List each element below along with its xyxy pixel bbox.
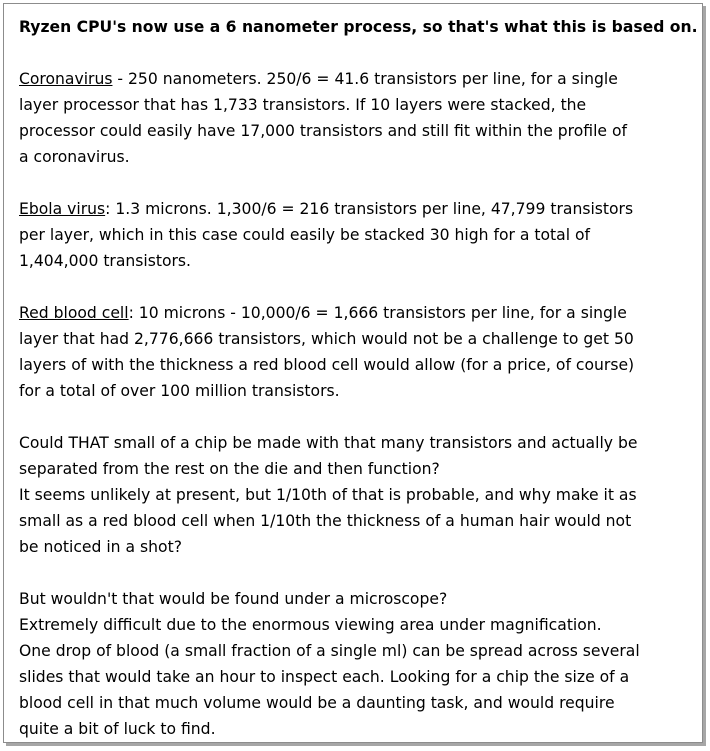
- coronavirus-line-2: layer processor that has 1,733 transistors. If 10 layers were stacked, the: [19, 96, 587, 114]
- text-box: [3, 3, 703, 743]
- ebola-line-3: 1,404,000 transistors.: [19, 252, 192, 270]
- rbc-line-2: layer that had 2,776,666 transistors, which would not be a challenge to get 50: [19, 330, 634, 348]
- ebola-text-1: : 1.3 microns. 1,300/6 = 216 transistors per line, 47,799 transistors: [105, 200, 634, 218]
- spacer: [19, 404, 691, 430]
- microscope-line-4: slides that would take an hour to inspect each. Looking for a chip the size of a: [19, 668, 630, 686]
- document-body: [19, 14, 698, 742]
- question-line-3: It seems unlikely at present, but 1/10th of that is probable, and why make it as: [19, 486, 637, 504]
- ebola-line-1: [19, 196, 691, 222]
- spacer: [19, 170, 691, 196]
- rbc-label: Red blood cell: [19, 304, 129, 322]
- spacer: [19, 274, 691, 300]
- spacer: [19, 40, 691, 66]
- question-line-4: small as a red blood cell when 1/10th the thickness of a human hair would not: [19, 512, 632, 530]
- ebola-line-2: per layer, which in this case could easily be stacked 30 high for a total of: [19, 226, 591, 244]
- rbc-line-4: for a total of over 100 million transistors.: [19, 382, 340, 400]
- microscope-line-5: blood cell in that much volume would be a daunting task, and would require: [19, 694, 615, 712]
- coronavirus-line-1: [19, 66, 691, 92]
- coronavirus-text-1: - 250 nanometers. 250/6 = 41.6 transistors per line, for a single: [112, 70, 618, 88]
- question-line-5: be noticed in a shot?: [19, 538, 182, 556]
- coronavirus-line-4: a coronavirus.: [19, 148, 130, 166]
- spacer: [19, 560, 691, 586]
- question-line-1: Could THAT small of a chip be made with that many transistors and actually be: [19, 434, 638, 452]
- rbc-text-1: : 10 microns - 10,000/6 = 1,666 transistors per line, for a single: [128, 304, 627, 322]
- question-line-2: separated from the rest on the die and then function?: [19, 460, 440, 478]
- microscope-line-1: But wouldn't that would be found under a microscope?: [19, 590, 448, 608]
- coronavirus-label: Coronavirus: [19, 70, 113, 88]
- ebola-label: Ebola virus: [19, 200, 106, 218]
- coronavirus-line-3: processor could easily have 17,000 transistors and still fit within the profile of: [19, 122, 627, 140]
- microscope-line-3: One drop of blood (a small fraction of a single ml) can be spread across several: [19, 642, 640, 660]
- rbc-line-1: [19, 300, 691, 326]
- rbc-line-3: layers of with the thickness a red blood cell would allow (for a price, of course): [19, 356, 635, 374]
- microscope-line-6: quite a bit of luck to find.: [19, 720, 216, 738]
- heading: Ryzen CPU's now use a 6 nanometer process, so that's what this is based on.: [19, 18, 698, 36]
- microscope-line-2: Extremely difficult due to the enormous viewing area under magnification.: [19, 616, 602, 634]
